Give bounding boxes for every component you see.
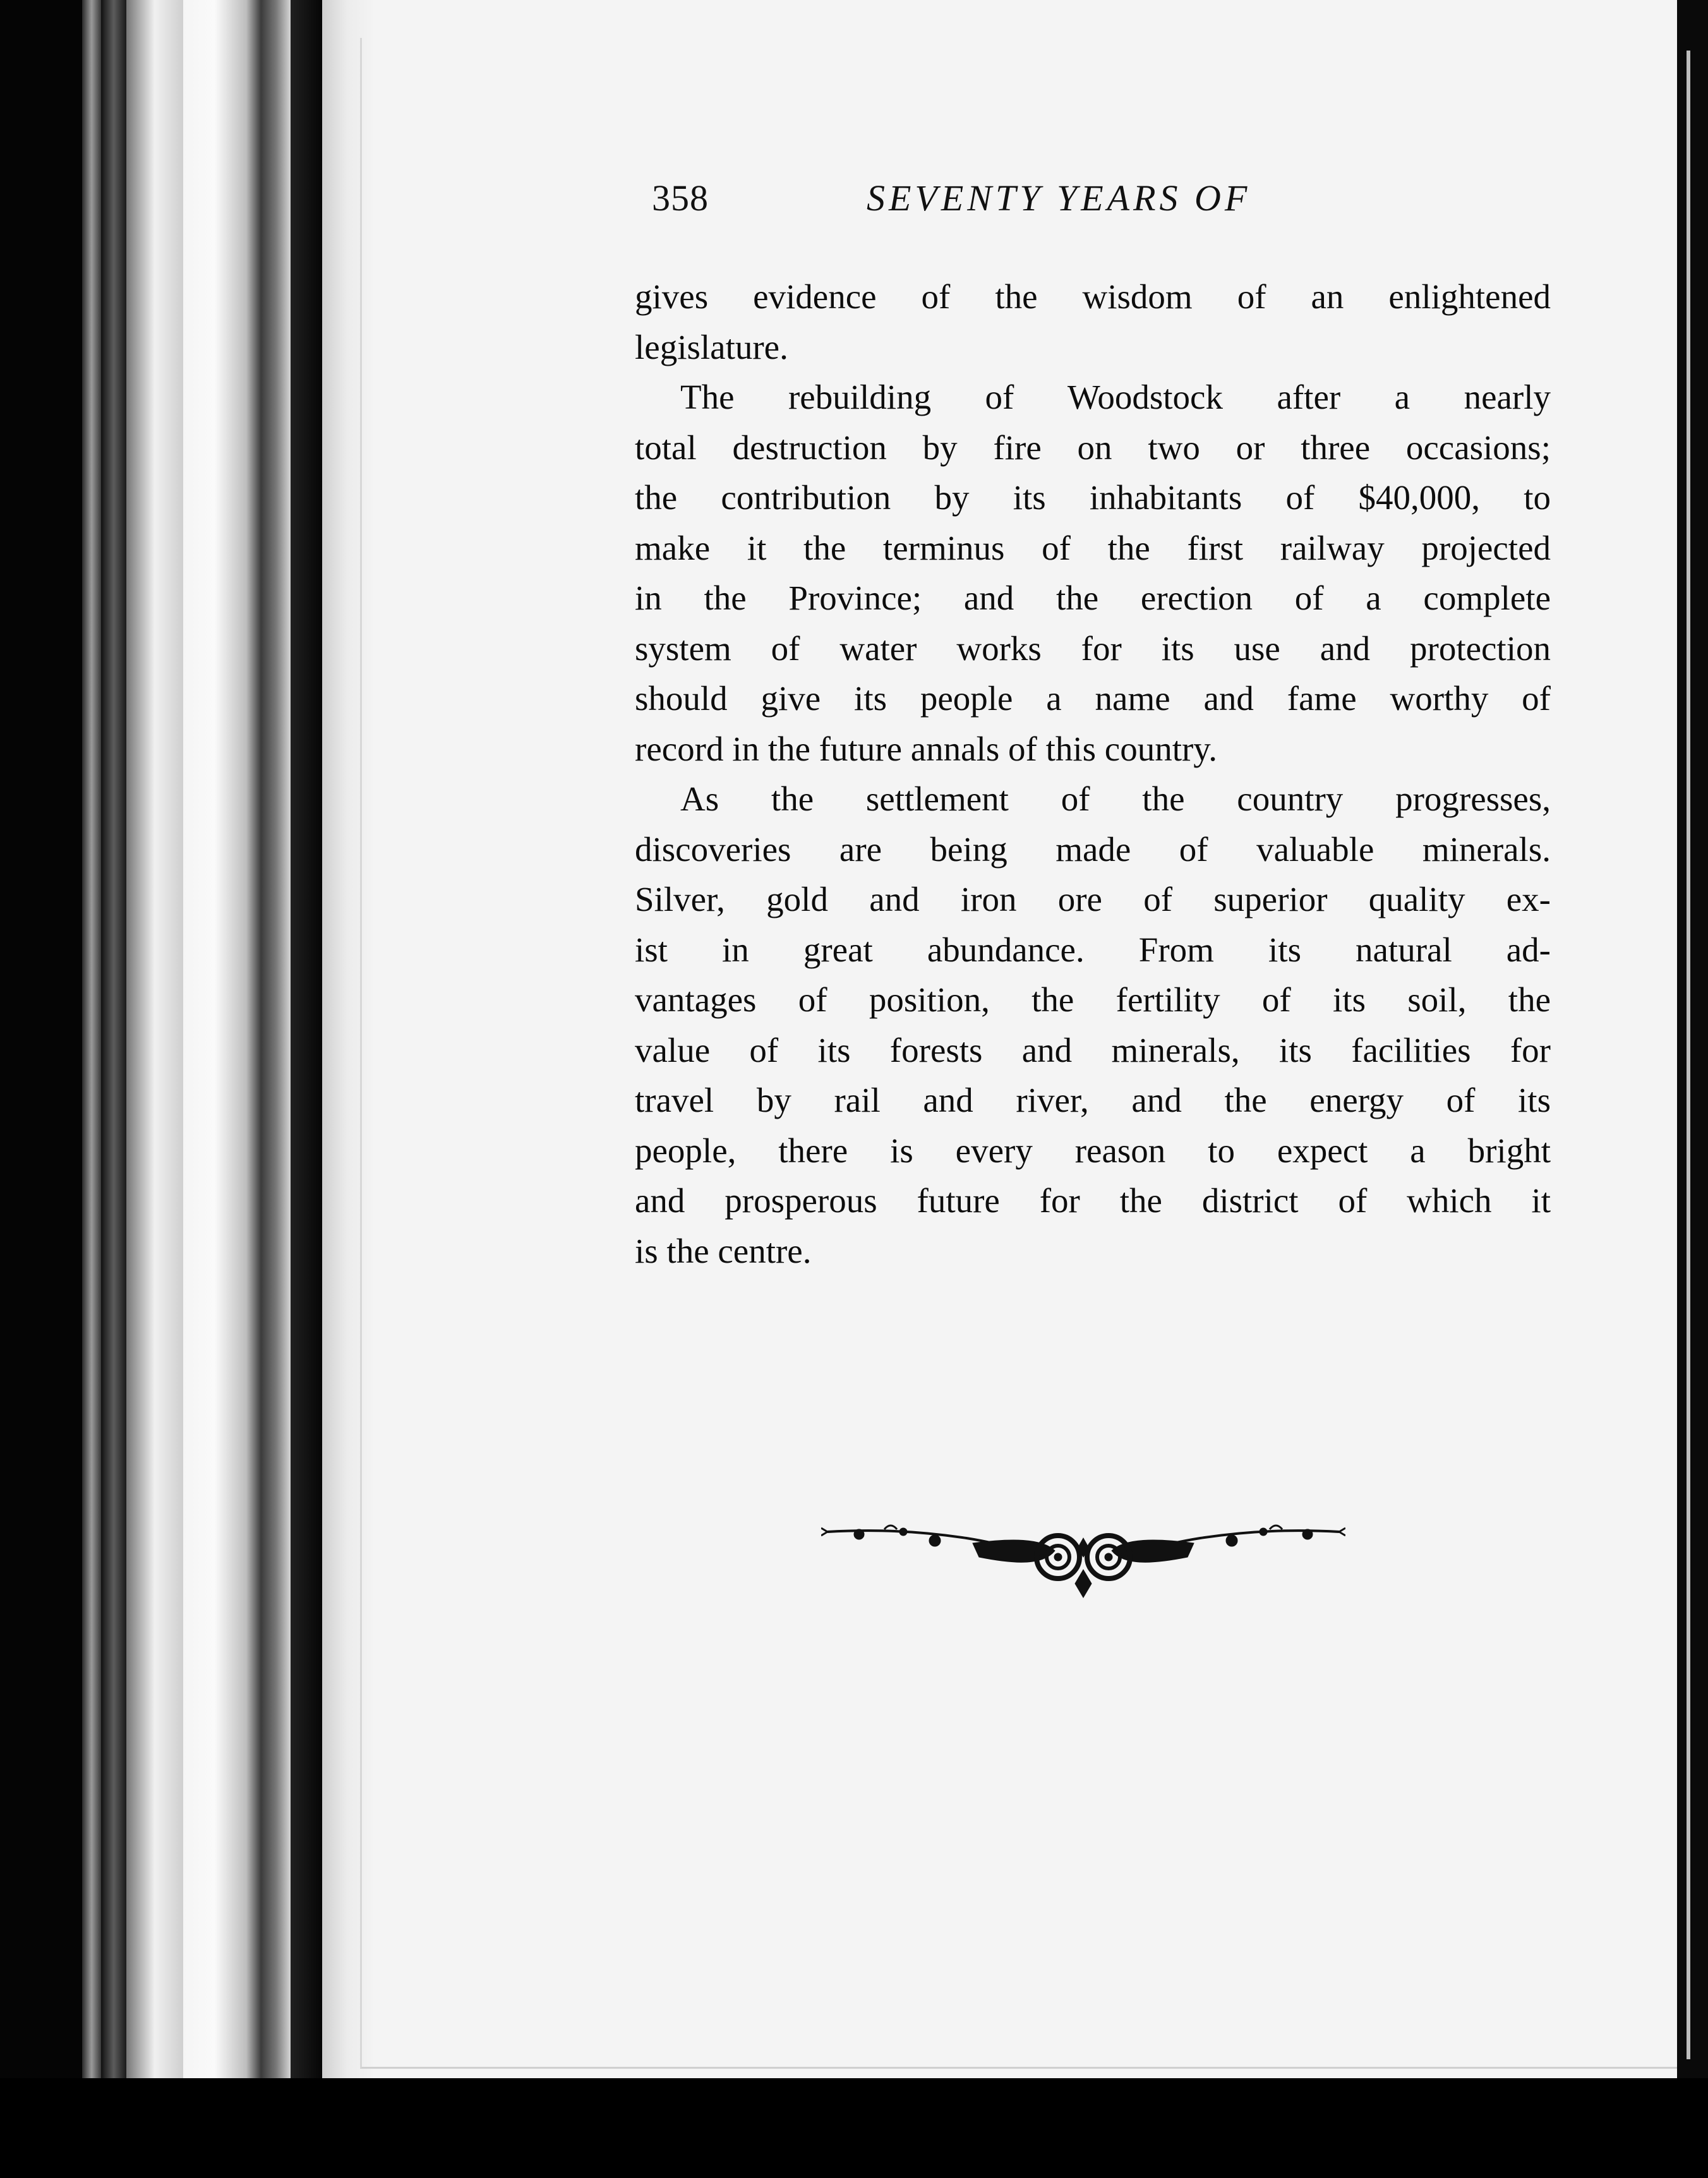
page-edge-strip <box>126 0 183 2178</box>
text-line: system of water works for its use and protection <box>635 629 1551 668</box>
page-edge-strip <box>183 0 246 2178</box>
page-edge-strip <box>246 0 291 2178</box>
text-line: the contribution by its inhabitants of $40,000, to <box>635 478 1551 517</box>
text-line: total destruction by fire on two or three occasions; <box>635 428 1551 467</box>
body-text <box>635 272 1551 1276</box>
scan-bottom-edge <box>0 2078 1708 2178</box>
text-line: legislature. <box>635 327 788 366</box>
text-line: gives evidence of the wisdom of an enlightened <box>635 277 1551 316</box>
text-line: The rebuilding of Woodstock after a nearly <box>680 378 1551 416</box>
text-line: value of its forests and minerals, its facilities for <box>635 1030 1551 1069</box>
text-line: ist in great abundance. From its natural ad- <box>635 930 1551 969</box>
scroll-ornament-icon <box>821 1513 1345 1601</box>
page-gutter-shadow <box>291 0 322 2178</box>
scan-right-edge-line <box>1687 51 1690 2059</box>
text-line: vantages of position, the fertility of its soil, the <box>635 980 1551 1019</box>
text-line: is the centre. <box>635 1231 812 1270</box>
text-line: travel by rail and river, and the energy of its <box>635 1081 1551 1119</box>
text-line: and prosperous future for the district of which it <box>635 1181 1551 1220</box>
text-line: record in the future annals of this country. <box>635 729 1217 768</box>
running-title: SEVENTY YEARS OF <box>867 177 1251 219</box>
text-line: in the Province; and the erection of a complete <box>635 579 1551 617</box>
text-line: make it the terminus of the first railway projected <box>635 528 1551 567</box>
page-edge-strip <box>82 0 101 2178</box>
text-line: Silver, gold and iron ore of superior quality ex- <box>635 880 1551 918</box>
text-line: discoveries are being made of valuable minerals. <box>635 829 1551 869</box>
book-edge-shadow <box>0 0 82 2178</box>
text-line: should give its people a name and fame worthy of <box>635 679 1551 718</box>
page-edge-strip <box>101 0 126 2178</box>
running-head <box>652 177 1359 227</box>
scan-right-edge <box>1677 0 1708 2178</box>
page-number: 358 <box>652 177 709 219</box>
text-line: As the settlement of the country progresses, <box>680 779 1551 818</box>
text-line: people, there is every reason to expect a bright <box>635 1131 1551 1170</box>
